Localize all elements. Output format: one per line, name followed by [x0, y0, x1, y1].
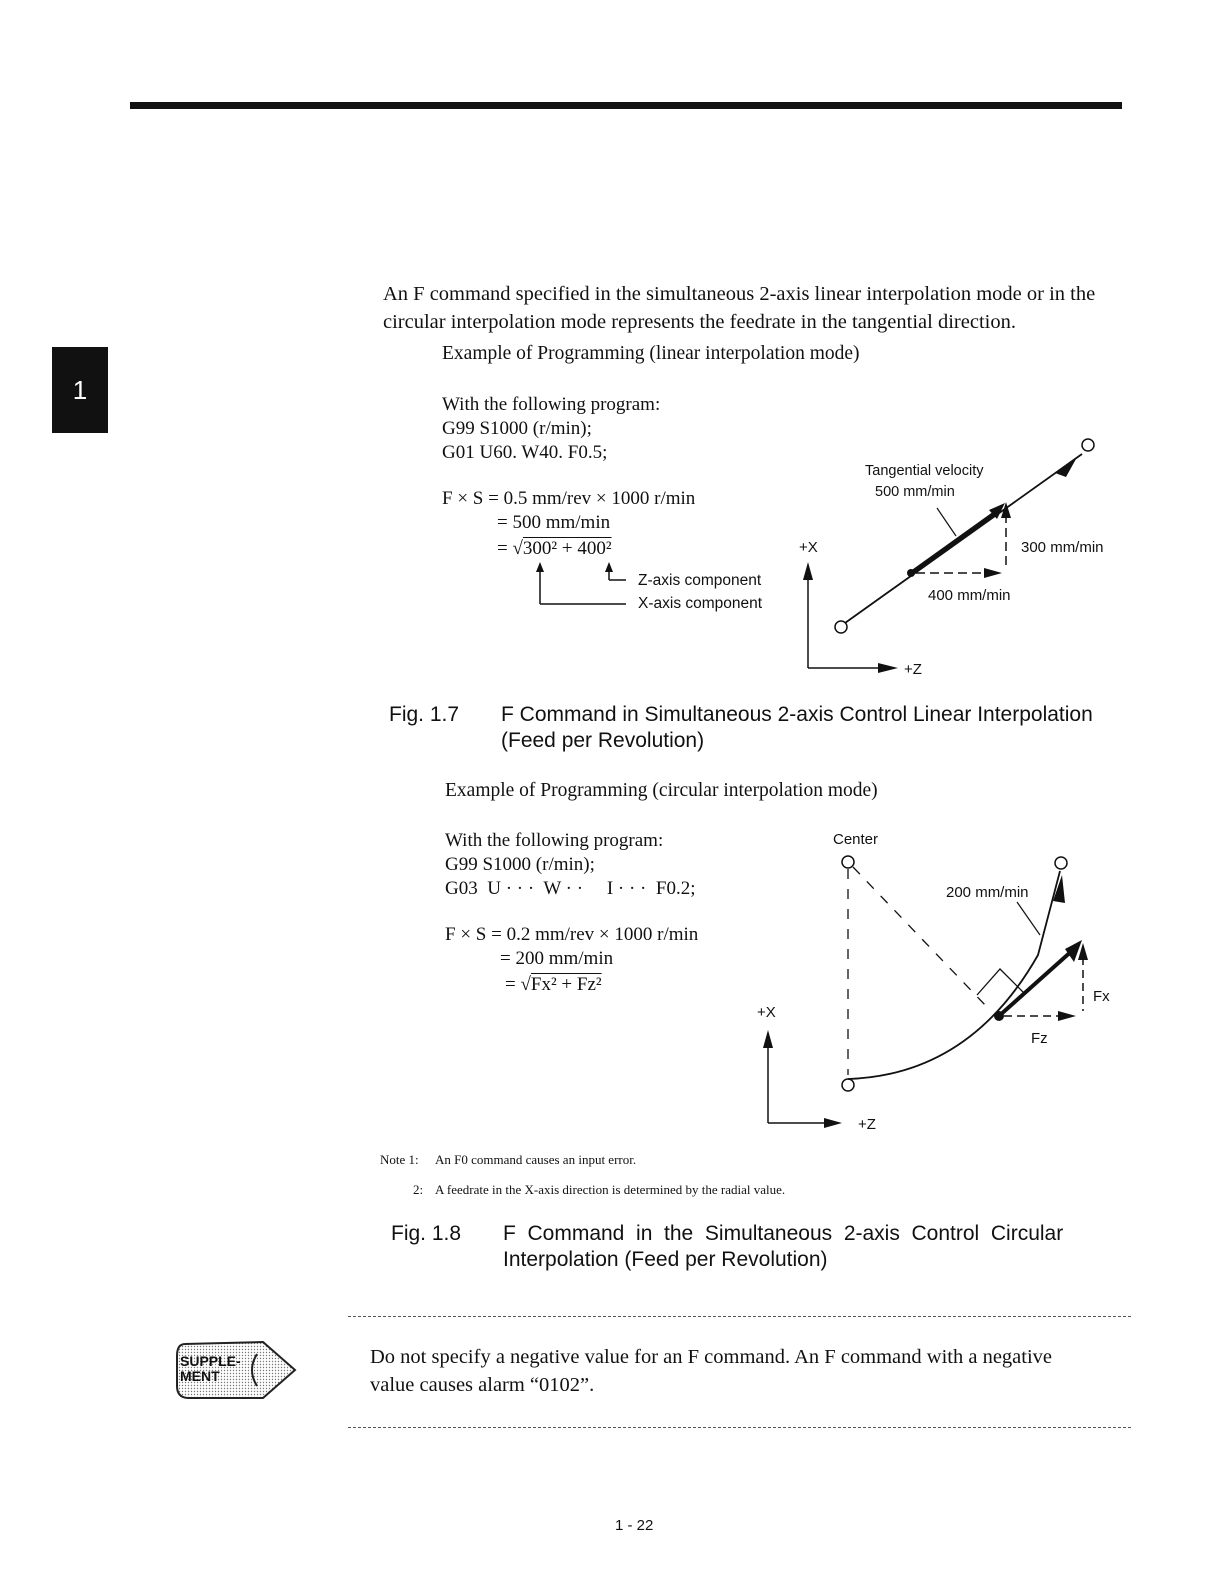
example1-calc-line-2: = 500 mm/min — [497, 512, 611, 533]
example1-calc-line-1: F × S = 0.5 mm/rev × 1000 r/min — [442, 488, 696, 509]
sqrt-icon: √ — [512, 538, 523, 559]
example1-program-line-2: G01 U60. W40. F0.5; — [442, 442, 608, 463]
supplement-bottom-rule — [348, 1427, 1131, 1428]
supplement-icon-line-1: SUPPLE- — [180, 1353, 241, 1369]
supplement-top-rule — [348, 1316, 1131, 1317]
x-axis-component-label: X-axis component — [638, 595, 763, 612]
example2-calc-line-3 — [505, 973, 602, 997]
example1-radicand: 300² + 400² — [522, 538, 612, 559]
supplement-text-line-2: value causes alarm “0102”. — [370, 1374, 595, 1396]
example1-calc-line-3 — [497, 537, 612, 561]
tangential-velocity-value: 500 mm/min — [875, 484, 955, 500]
equals-sign: = — [497, 538, 508, 559]
note-2-prefix: 2: — [413, 1182, 424, 1197]
example2-program-line-2: G03 U · · · W · · I · · · F0.2; — [445, 878, 696, 899]
z-axis-label: +Z — [858, 1116, 876, 1133]
sqrt-icon: √ — [520, 974, 531, 995]
fig-1-8-title-line-1: F Command in the Simultaneous 2-axis Control Circular — [503, 1222, 1064, 1245]
z-axis-component-label: Z-axis component — [638, 572, 762, 589]
intro-line-1: An F command specified in the simultaneous 2-axis linear interpolation mode or in the — [383, 283, 1096, 305]
supplement-icon-line-2: MENT — [180, 1368, 220, 1384]
z-speed-label: 400 mm/min — [928, 587, 1011, 604]
x-speed-label: 300 mm/min — [1021, 539, 1104, 556]
supplement-text-line-1: Do not specify a negative value for an F command. An F command with a negative — [370, 1346, 1053, 1368]
note-1: An F0 command causes an input error. — [435, 1152, 637, 1167]
note-1-prefix: Note 1: — [380, 1152, 419, 1167]
fig-1-7-title-line-2: (Feed per Revolution) — [501, 729, 705, 752]
page-number: 1 - 22 — [615, 1517, 654, 1534]
tangential-velocity-label: Tangential velocity — [865, 463, 984, 479]
fig-1-7-title-line-1: F Command in Simultaneous 2-axis Control Linear Interpolation — [501, 703, 1093, 726]
x-axis-label: +X — [757, 1004, 776, 1021]
supplement-icon — [175, 1336, 299, 1404]
note-2: A feedrate in the X-axis direction is determined by the radial value. — [435, 1182, 786, 1197]
circular-interpolation-diagram — [740, 845, 1140, 1145]
example2-calc-line-1: F × S = 0.2 mm/rev × 1000 r/min — [445, 924, 699, 945]
fx-label: Fx — [1093, 988, 1110, 1005]
example1-program-intro: With the following program: — [442, 394, 661, 415]
fz-label: Fz — [1031, 1030, 1048, 1047]
fig-1-8-number: Fig. 1.8 — [391, 1222, 462, 1245]
example2-radicand: Fx² + Fz² — [530, 974, 602, 995]
equals-sign: = — [505, 974, 516, 995]
example2-heading: Example of Programming (circular interpolation mode) — [445, 780, 878, 801]
fig-1-8-title-line-2: Interpolation (Feed per Revolution) — [503, 1248, 828, 1271]
example1-heading: Example of Programming (linear interpolation mode) — [442, 343, 860, 364]
example2-program-intro: With the following program: — [445, 830, 664, 851]
example2-calc-line-2: = 200 mm/min — [500, 948, 614, 969]
component-pointer-lines — [530, 560, 650, 610]
intro-line-2: circular interpolation mode represents the feedrate in the tangential direction. — [383, 311, 1016, 333]
header-rule — [130, 102, 1122, 109]
x-axis-label: +X — [799, 539, 818, 556]
example2-program-line-1: G99 S1000 (r/min); — [445, 854, 595, 875]
center-label: Center — [833, 831, 879, 848]
fig-1-7-number: Fig. 1.7 — [389, 703, 460, 726]
z-axis-label: +Z — [904, 661, 922, 678]
chapter-number: 1 — [72, 375, 88, 405]
example1-program-line-1: G99 S1000 (r/min); — [442, 418, 592, 439]
chapter-tab — [52, 347, 108, 433]
circular-speed-label: 200 mm/min — [946, 884, 1029, 901]
